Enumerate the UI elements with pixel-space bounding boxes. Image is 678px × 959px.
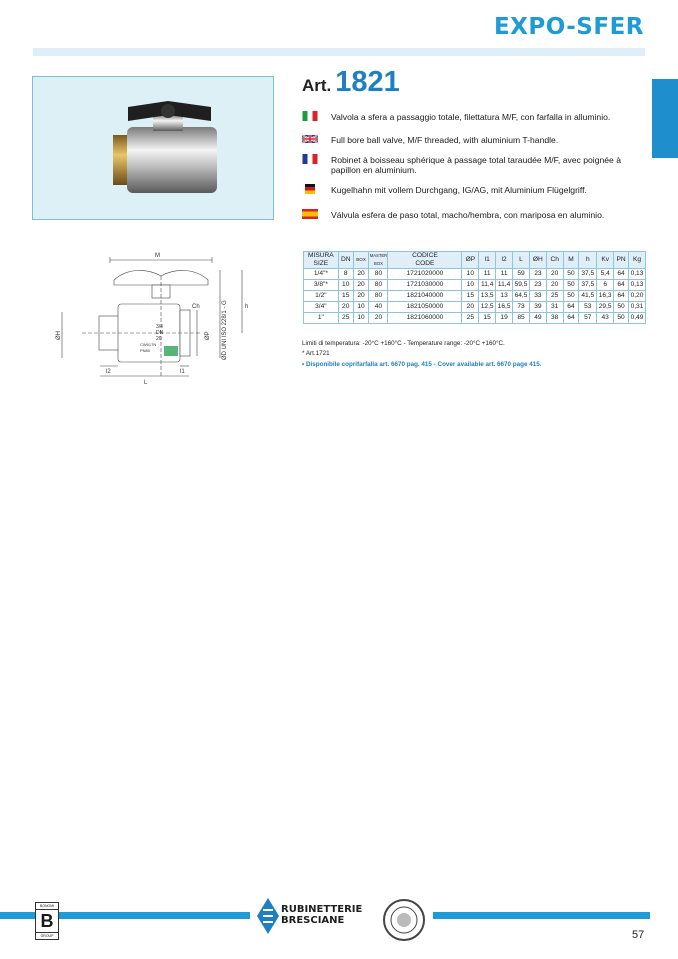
table-cell: 23 (529, 280, 546, 291)
table-cell: 6 (597, 280, 614, 291)
table-cell: 20 (338, 302, 353, 313)
table-header-row (304, 252, 646, 269)
table-cell: 57 (579, 313, 597, 324)
table-cell: 10 (338, 280, 353, 291)
italy-flag-icon (302, 111, 318, 121)
dim-label-OP: ØP (205, 331, 211, 340)
description-it (302, 112, 652, 122)
technical-drawing (52, 248, 292, 393)
table-cell: 11 (479, 269, 496, 280)
table-cell: 85 (513, 313, 530, 324)
table-cell: 10 (462, 269, 479, 280)
cover-availability-note: • Disponibile coprifarfalla art. 6670 pag. 415 - Cover available art. 6670 page 415. (302, 361, 542, 368)
table-cell: 50 (563, 291, 579, 302)
table-cell: 37,5 (579, 269, 597, 280)
table-cell: 11,4 (496, 280, 513, 291)
bonomi-logo-top-text: BONOMI (39, 904, 55, 908)
table-cell: 29,5 (597, 302, 614, 313)
table-cell: 50 (563, 280, 579, 291)
col-header-size: MISURA SIZE (304, 252, 339, 269)
dim-label-h: h (245, 304, 249, 310)
table-cell: 59 (513, 269, 530, 280)
table-cell: 10 (353, 302, 369, 313)
specs-table-body (304, 269, 646, 324)
col-header-op: ØP (462, 252, 479, 269)
table-cell: 1/2" (304, 291, 339, 302)
table-cell: 1721020000 (388, 269, 462, 280)
rubinetterie-bresciane-logo-icon (257, 898, 279, 934)
table-row (304, 280, 646, 291)
table-cell: 20 (353, 269, 369, 280)
table-cell: 64 (614, 280, 629, 291)
table-cell: 20 (546, 269, 563, 280)
col-header-L: L (513, 252, 530, 269)
table-cell: 80 (369, 269, 388, 280)
col-header-kv: Kv (597, 252, 614, 269)
section-side-tab (652, 79, 678, 158)
header-divider (33, 48, 645, 56)
table-cell: 64 (563, 302, 579, 313)
col-header-oh: ØH (529, 252, 546, 269)
bonomi-logo-letter: B (36, 909, 58, 933)
table-cell: 25 (338, 313, 353, 324)
table-cell: 3/4" (304, 302, 339, 313)
body-marking-material: CW617N (140, 342, 157, 347)
table-cell: 53 (579, 302, 597, 313)
body-marking-num: 20 (156, 336, 162, 342)
description-text: Kugelhahn mit vollem Durchgang, IG/AG, mit Aluminium Flügelgriff. (331, 185, 587, 195)
table-cell: 50 (614, 313, 629, 324)
table-row (304, 291, 646, 302)
dim-label-Ch: Ch (192, 304, 200, 310)
table-cell: 1821040000 (388, 291, 462, 302)
table-cell: 13 (496, 291, 513, 302)
description-de (302, 185, 652, 195)
table-cell: 11,4 (479, 280, 496, 291)
table-cell: 0,13 (628, 269, 645, 280)
table-cell: 40 (369, 302, 388, 313)
table-cell: 1821050000 (388, 302, 462, 313)
table-cell: 20 (546, 280, 563, 291)
article-prefix: Art. (302, 76, 332, 95)
table-cell: 16,5 (496, 302, 513, 313)
dim-label-M: M (155, 253, 160, 259)
table-cell: 20 (353, 291, 369, 302)
spain-flag-icon (302, 209, 318, 219)
table-cell: 50 (614, 302, 629, 313)
table-cell: 20 (369, 313, 388, 324)
france-flag-icon (302, 154, 318, 164)
table-cell: 5,4 (597, 269, 614, 280)
table-cell: 23 (529, 269, 546, 280)
table-cell: 43 (597, 313, 614, 324)
table-row (304, 313, 646, 324)
body-marking-pn: PN80 (140, 348, 151, 353)
table-cell: 50 (563, 269, 579, 280)
table-cell: 15 (338, 291, 353, 302)
dim-label-L: L (144, 380, 148, 386)
table-cell: 31 (546, 302, 563, 313)
table-row (304, 302, 646, 313)
col-header-master-box: MASTER BOX (369, 252, 388, 269)
table-cell: 10 (353, 313, 369, 324)
page-number: 57 (632, 929, 645, 941)
product-photo (32, 76, 274, 220)
table-cell: 64 (614, 291, 629, 302)
table-cell: 13,5 (479, 291, 496, 302)
table-cell: 15 (462, 291, 479, 302)
table-cell: 80 (369, 291, 388, 302)
col-header-m: M (563, 252, 579, 269)
table-cell: 73 (513, 302, 530, 313)
table-cell: 64 (563, 313, 579, 324)
description-text: Full bore ball valve, M/F threaded, with aluminium T-handle. (331, 135, 559, 145)
dim-label-OH: ØH (56, 331, 62, 340)
table-cell: 1721030000 (388, 280, 462, 291)
col-header-dn: DN (338, 252, 353, 269)
table-cell: 39 (529, 302, 546, 313)
table-cell: 0,20 (628, 291, 645, 302)
footer-bar-right (433, 912, 650, 919)
table-cell: 80 (369, 280, 388, 291)
table-cell: 1821060000 (388, 313, 462, 324)
bonomi-logo-bottom-text: GROUP (40, 934, 54, 938)
specs-table (303, 251, 646, 324)
table-cell: 59,5 (513, 280, 530, 291)
table-cell: 12,5 (479, 302, 496, 313)
table-cell: 20 (462, 302, 479, 313)
col-header-pn: PN (614, 252, 629, 269)
col-header-l2: l2 (496, 252, 513, 269)
table-cell: 0,49 (628, 313, 645, 324)
col-header-box: BOX (353, 252, 369, 269)
table-cell: 0,13 (628, 280, 645, 291)
table-cell: 1/4"* (304, 269, 339, 280)
table-cell: 15 (479, 313, 496, 324)
dim-label-l1: l1 (180, 369, 185, 375)
table-cell: 41,5 (579, 291, 597, 302)
uk-flag-icon (302, 134, 318, 144)
green-insert (164, 346, 178, 356)
table-cell: 25 (462, 313, 479, 324)
col-header-l1: l1 (479, 252, 496, 269)
description-fr (302, 155, 652, 175)
table-cell: 11 (496, 269, 513, 280)
description-es (302, 210, 652, 220)
germany-flag-icon (302, 184, 318, 194)
col-header-ch: Ch (546, 252, 563, 269)
article-number: 1821 (335, 66, 400, 98)
table-cell: 64,5 (513, 291, 530, 302)
col-header-code: CODICE CODE (388, 252, 462, 269)
table-cell: 49 (529, 313, 546, 324)
table-cell: 19 (496, 313, 513, 324)
table-row (304, 269, 646, 280)
table-cell: 38 (546, 313, 563, 324)
body-marking-dn: DN (156, 330, 164, 336)
table-cell: 8 (338, 269, 353, 280)
table-cell: 33 (529, 291, 546, 302)
description-text: Valvola a sfera a passaggio totale, filettatura M/F, con farfalla in alluminio. (331, 112, 611, 122)
col-header-h: h (579, 252, 597, 269)
table-cell: 20 (353, 280, 369, 291)
table-cell: 37,5 (579, 280, 597, 291)
table-cell: 16,3 (597, 291, 614, 302)
ball-valve-image (33, 77, 273, 219)
description-text: Robinet à boisseau sphérique à passage total taraudée M/F, avec poignée à papillon en aluminium. (331, 155, 621, 175)
company-name: RUBINETTERIE BRESCIANE (281, 904, 363, 926)
description-en (302, 135, 652, 145)
table-cell: 25 (546, 291, 563, 302)
dim-label-OD: ØD UNI ISO 228/1 - G (222, 300, 228, 360)
table-cell: 3/8"* (304, 280, 339, 291)
iso-certification-seal-icon (382, 898, 426, 942)
col-header-kg: Kg (628, 252, 645, 269)
table-cell: 64 (614, 269, 629, 280)
table-cell: 10 (462, 280, 479, 291)
article-reference-note: * Art.1721 (302, 350, 330, 357)
article-title (302, 66, 400, 99)
description-text: Válvula esfera de paso total, macho/hembra, con mariposa en aluminio. (331, 210, 605, 220)
table-cell: 0,31 (628, 302, 645, 313)
body-marking-size: 3/4 (156, 324, 163, 330)
bonomi-group-logo (35, 902, 59, 940)
temperature-note: Limiti di temperatura: -20°C +160°C - Temperature range: -20°C +160°C. (302, 340, 505, 347)
dim-label-l2: l2 (106, 369, 111, 375)
brand-title: EXPO-SFER (493, 14, 644, 40)
table-cell: 1" (304, 313, 339, 324)
